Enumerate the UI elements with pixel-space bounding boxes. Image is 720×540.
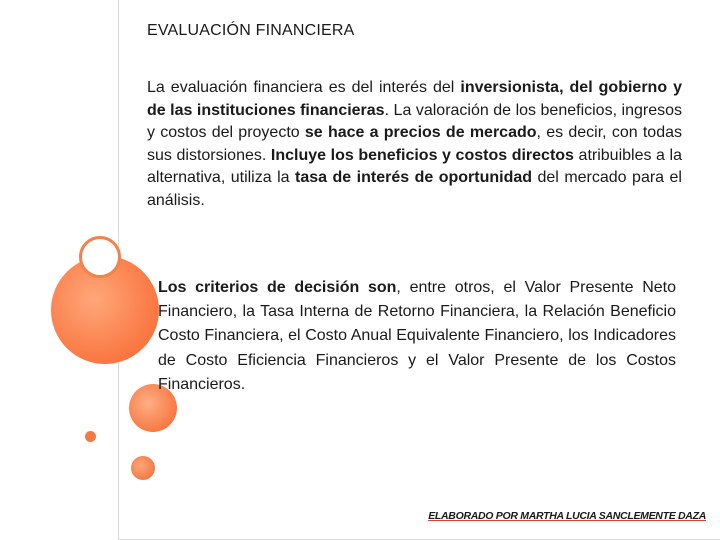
paragraph-bold-text: se hace a precios de mercado: [304, 124, 537, 142]
paragraph-evaluacion: [147, 77, 682, 213]
paragraph-bold-text: tasa de interés de oportunidad: [295, 169, 533, 187]
paragraph-bold-text: inversionista, del gobierno y de las instituciones financieras: [147, 79, 683, 119]
decorative-tiny-circle: [85, 431, 96, 442]
paragraph-text: . La valoración de los beneficios, ingresos y costos del proyecto: [147, 101, 683, 142]
paragraph-text: , entre otros, el Valor Presente Neto Financiero, la Tasa Interna de Retorno Financiera, la Relación Beneficio Costo Financiera, el Costo Anual Equivalente Financiero, los Indicadores de Costo Eficiencia Financieros y el Valor Presente de los Costos Financieros.: [158, 279, 677, 393]
paragraph-text: del mercado para el análisis.: [147, 169, 682, 209]
decorative-small-circle: [131, 456, 155, 480]
paragraph-text: atribuibles a la alternativa, utiliza la: [147, 146, 683, 187]
paragraph-text: La evaluación financiera es del interés del: [147, 79, 461, 96]
paragraph-bold-text: Los criterios de decisión son: [158, 279, 397, 296]
paragraph-criterios: [158, 276, 676, 397]
decorative-ring-circle: [79, 236, 121, 278]
author-footer: ELABORADO POR MARTHA LUCIA SANCLEMENTE DAZA: [428, 510, 706, 522]
slide-title: EVALUACIÓN FINANCIERA: [147, 22, 355, 39]
paragraph-text: , es decir, con todas sus distorsiones.: [147, 124, 682, 164]
paragraph-bold-text: Incluye los beneficios y costos directos: [270, 146, 574, 164]
